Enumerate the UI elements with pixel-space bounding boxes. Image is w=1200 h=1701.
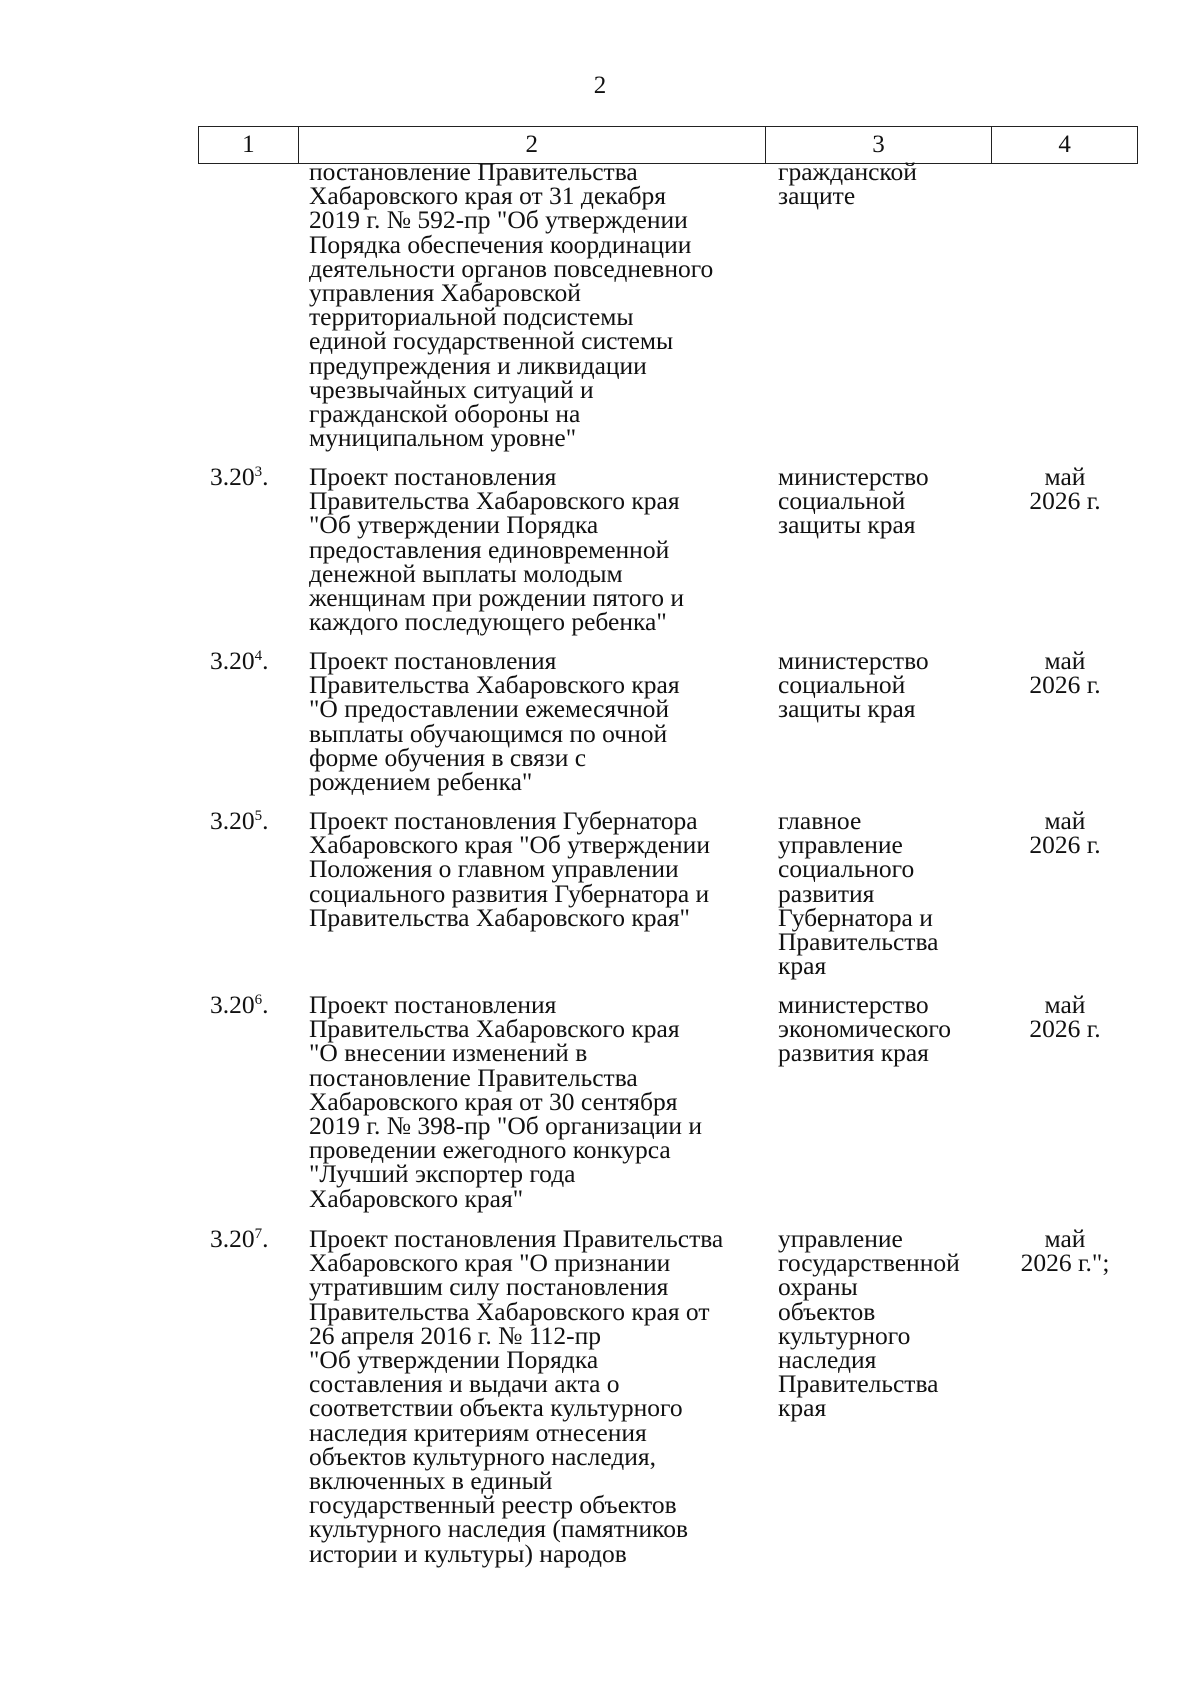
item-deadline: май 2026 г. <box>1029 806 1101 860</box>
continuation-description: постановление Правительства Хабаровского края от 31 декабря 2019 г. № 592-пр "Об утверждении Порядка обеспечения координации деятельности органов повседневного управления Хабаровской территориальной подсистемы единой государственной системы предупреждения и ликвидации чрезвычайных ситуаций и гражданской обороны на муниципальном уровне" <box>309 157 714 453</box>
item-number: 3.20$^3$. <box>210 462 269 491</box>
item-responsible: министерство социальной защиты края <box>778 462 929 540</box>
item-number: 3.20$^5$. <box>210 806 269 835</box>
item-deadline: май 2026 г. <box>1029 646 1101 700</box>
continuation-responsible: гражданской защите <box>778 157 917 211</box>
item-deadline: май 2026 г. <box>1029 462 1101 516</box>
column-header-3: 3 <box>766 127 993 163</box>
item-description: Проект постановления Правительства Хабаровского края "Об утверждении Порядка предоставления единовременной денежной выплаты молодым женщинам при рождении пятого и каждого последующего ребенка" <box>309 462 685 637</box>
item-responsible: министерство экономического развития края <box>778 990 951 1068</box>
column-header-1: 1 <box>199 127 299 163</box>
item-number: 3.20$^7$. <box>210 1224 269 1253</box>
item-deadline: май 2026 г. <box>1029 990 1101 1044</box>
item-responsible: управление государственной охраны объектов культурного наследия Правительства края <box>778 1224 960 1423</box>
item-description: Проект постановления Правительства Хабаровского края "О предоставлении ежемесячной выплаты обучающимся по очной форме обучения в связи с рождением ребенка" <box>309 646 680 797</box>
item-description: Проект постановления Правительства Хабаровского края "О внесении изменений в постановление Правительства Хабаровского края от 30 сентября 2019 г. № 398-пр "Об организации и проведении ежегодного конкурса "Лучший экспортер года Хабаровского края" <box>309 990 703 1213</box>
item-responsible: министерство социальной защиты края <box>778 646 929 724</box>
item-deadline: май 2026 г."; <box>1020 1224 1110 1278</box>
item-description: Проект постановления Губернатора Хабаровского края "Об утверждении Положения о главном управлении социального развития Губернатора и Правительства Хабаровского края" <box>309 806 710 932</box>
item-responsible: главное управление социального развития Губернатора и Правительства края <box>778 806 939 981</box>
item-number: 3.20$^4$. <box>210 646 269 675</box>
column-header-4: 4 <box>1058 131 1071 158</box>
item-description: Проект постановления Правительства Хабаровского края "О признании утратившим силу постановления Правительства Хабаровского края от 26 апреля 2016 г. № 112-пр "Об утверждении Порядка составления и выдачи акта о соответствии объекта культурного наследия критериям отнесения объектов культурного наследия, включенных в единый государственный реестр объектов культурного наследия (памятников истории и культуры) народов <box>309 1224 724 1568</box>
column-header-2: 2 <box>299 127 766 163</box>
page-number: 2 <box>593 72 607 99</box>
item-number: 3.20$^6$. <box>210 990 269 1019</box>
